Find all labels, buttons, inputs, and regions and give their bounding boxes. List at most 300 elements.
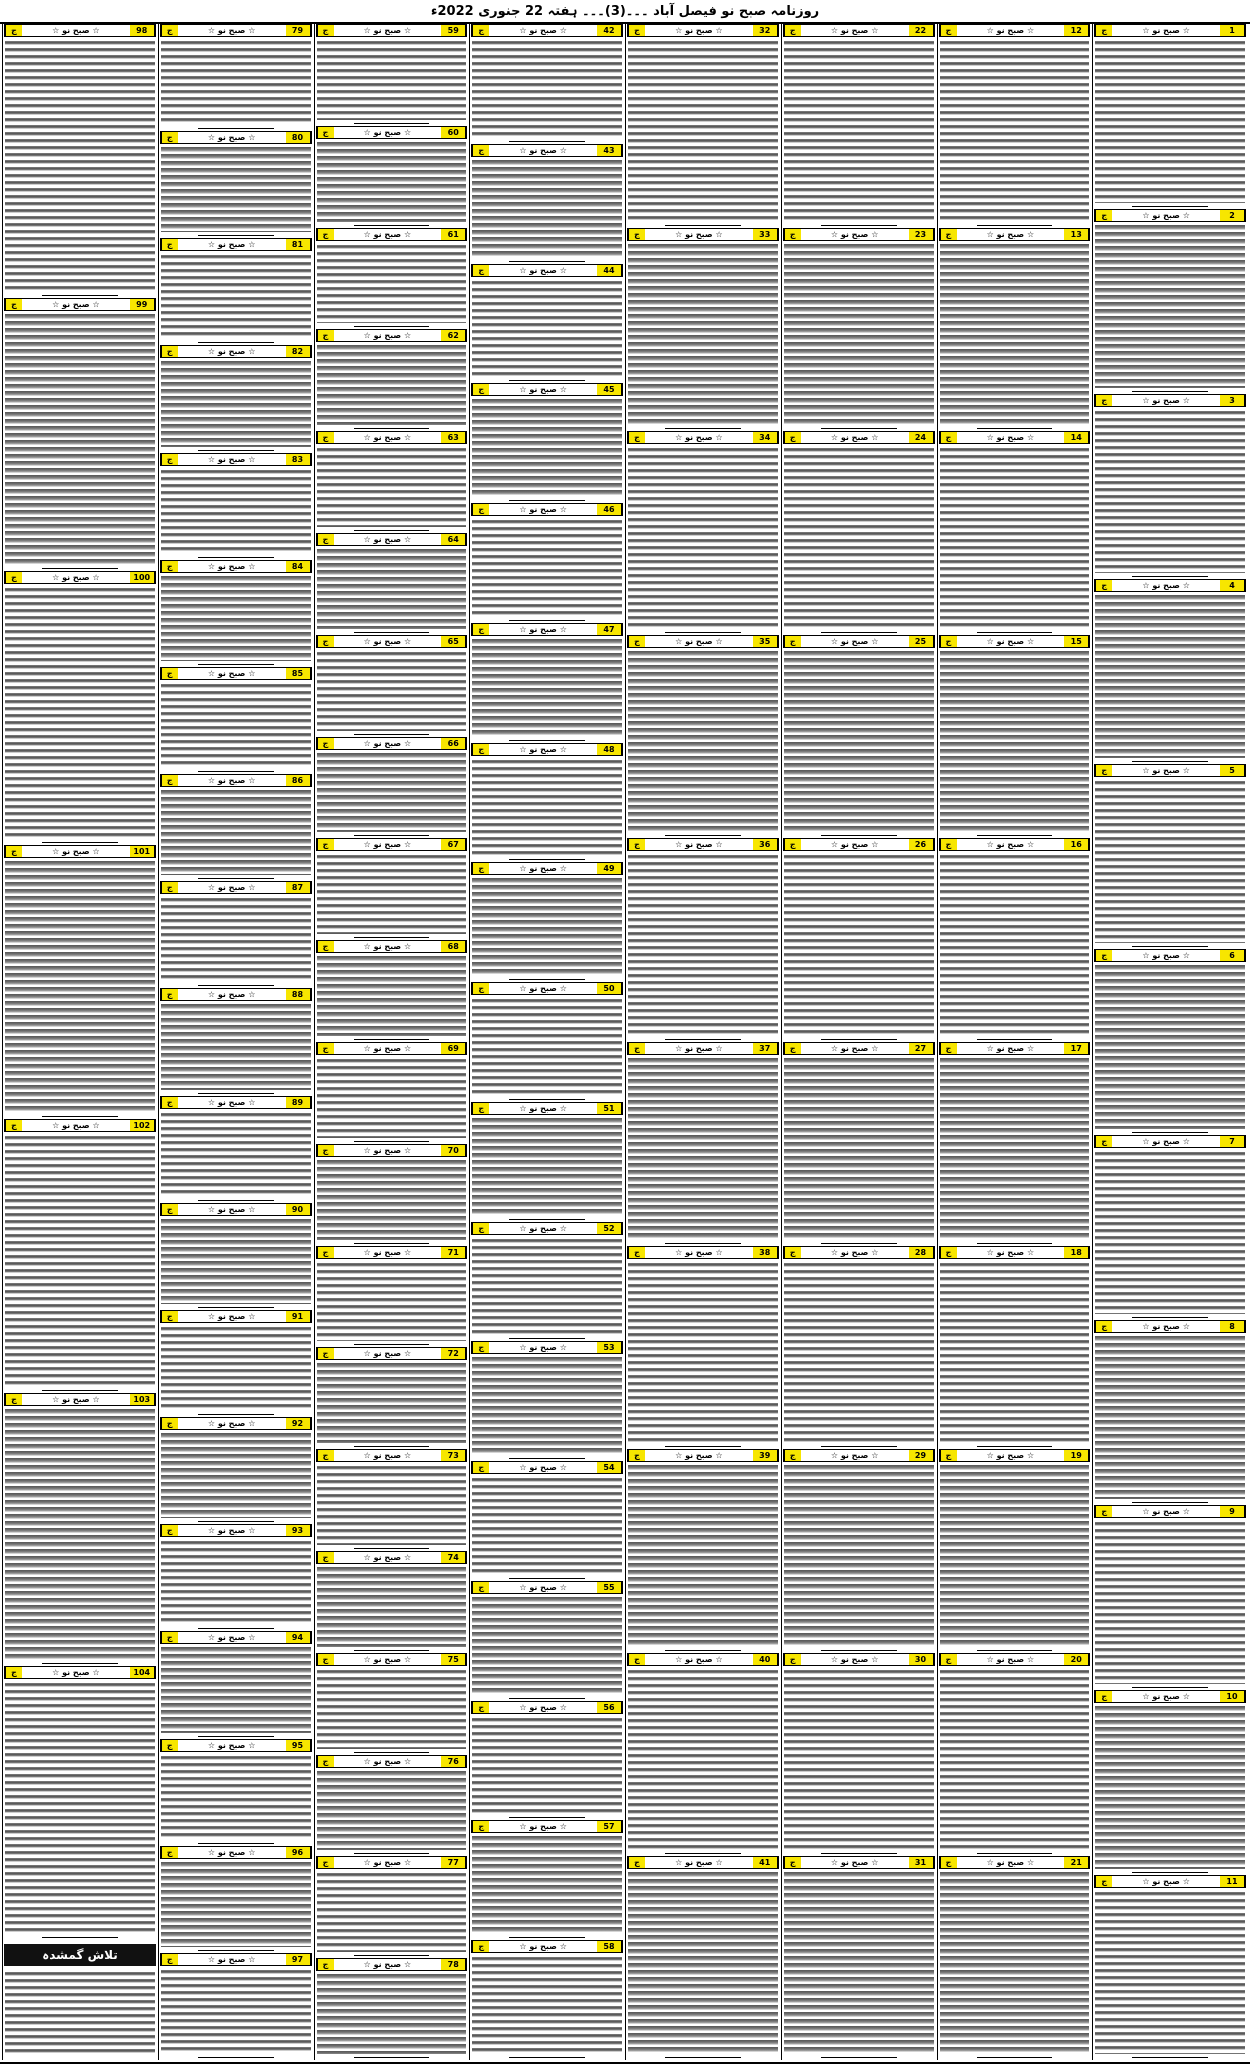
ad-number: 33 [753, 229, 778, 240]
ad-body-text [317, 955, 467, 1036]
ad-header-title: ☆ صبح نو ☆ [363, 1756, 412, 1766]
ad-body-text [940, 1057, 1090, 1240]
ad-body-text [1095, 1520, 1245, 1684]
ad-body-text [317, 1668, 467, 1749]
ad-body-text [317, 1057, 467, 1138]
ad-header [316, 228, 468, 241]
ad-header [316, 1449, 468, 1462]
ad-header-title: ☆ صبح نو ☆ [1142, 1691, 1190, 1701]
ad-header-title: ☆ صبح نو ☆ [519, 26, 567, 35]
ad-header-title: ☆ صبح نو ☆ [675, 840, 723, 850]
ad-body-text [317, 1362, 467, 1443]
ad-letter-badge: ج [472, 1941, 489, 1952]
ad-column [469, 24, 625, 2060]
ad-number: 13 [1064, 229, 1089, 240]
ad-header-title: ☆ صبح نو ☆ [207, 1204, 256, 1214]
ad-header-title: ☆ صبح نو ☆ [363, 1858, 412, 1868]
ad-end-rule [42, 1390, 118, 1391]
ad-body-text [161, 1861, 311, 1947]
ad-body-text [161, 253, 311, 339]
ad-number: 5 [1220, 765, 1245, 776]
ad-header [939, 1653, 1091, 1666]
ad-header-title: ☆ صبح نو ☆ [207, 1954, 256, 1964]
ad-end-rule [1132, 576, 1208, 577]
ad-header [471, 264, 623, 277]
ad-letter-badge: ج [161, 1418, 178, 1429]
ad-header-title: ☆ صبح نو ☆ [1142, 26, 1190, 35]
ad-header-title: ☆ صبح نو ☆ [207, 454, 256, 464]
ad-letter-badge: ج [472, 1462, 489, 1473]
ad-letter-badge: ج [784, 1654, 801, 1665]
ad-end-rule [509, 1937, 585, 1938]
column-divider [158, 24, 159, 2060]
ad-body-text [472, 877, 622, 976]
classified-ads-page [2, 24, 1248, 2060]
ad-body-text [1095, 1705, 1245, 1869]
ad-end-rule [977, 1243, 1053, 1244]
ad-body-text [940, 1668, 1090, 1851]
ad-header [1094, 209, 1246, 222]
ad-number: 21 [1064, 1857, 1089, 1868]
ad-header-title: ☆ صبح نو ☆ [1142, 1136, 1190, 1146]
ad-header-title: ☆ صبح نو ☆ [986, 433, 1035, 443]
ad-end-rule [198, 1521, 274, 1522]
ad-letter-badge: ج [317, 127, 334, 138]
ad-letter-badge: ج [628, 229, 645, 240]
ad-header-title: ☆ صبح نو ☆ [519, 864, 567, 874]
ad-body-text [1095, 594, 1245, 758]
ad-header-title: ☆ صبح نو ☆ [207, 883, 256, 893]
ad-number: 11 [1220, 1876, 1245, 1887]
masthead-title: روزنامہ صبح نو فیصل آباد ۔۔۔(3)۔۔۔ ہفتہ 22 جنوری 2022ء [430, 4, 820, 19]
ad-body-text [1095, 964, 1245, 1128]
ad-header-title: ☆ صبح نو ☆ [207, 1740, 256, 1750]
ad-number: 7 [1220, 1136, 1245, 1147]
ad-end-rule [354, 1650, 430, 1651]
ad-header-title: ☆ صبح نو ☆ [986, 1451, 1035, 1461]
ad-end-rule [665, 835, 741, 836]
ad-number: 60 [441, 127, 466, 138]
ad-number: 103 [130, 1394, 155, 1405]
ad-end-rule [1132, 1132, 1208, 1133]
ad-header [160, 1953, 312, 1966]
ad-header-title: ☆ صبح نو ☆ [363, 1451, 412, 1461]
ad-header [316, 1042, 468, 1055]
ad-letter-badge: ج [161, 346, 178, 357]
ad-number: 82 [286, 346, 311, 357]
ad-number: 88 [286, 989, 311, 1000]
ad-header [939, 838, 1091, 851]
ad-number: 54 [597, 1462, 622, 1473]
ad-end-rule [354, 326, 430, 327]
ad-header-title: ☆ صبح نو ☆ [1142, 211, 1190, 221]
ad-column [2, 24, 158, 2060]
ad-header [939, 431, 1091, 444]
ad-header [783, 635, 935, 648]
ad-header-title: ☆ صبح نو ☆ [207, 347, 256, 357]
ad-letter-badge: ج [161, 882, 178, 893]
ad-header-title: ☆ صبح نو ☆ [207, 1526, 256, 1536]
ad-letter-badge: ج [628, 1043, 645, 1054]
ad-header [627, 1246, 779, 1259]
ad-number: 3 [1220, 395, 1245, 406]
ad-header-title: ☆ صبح نو ☆ [830, 1044, 879, 1053]
ad-end-rule [354, 632, 430, 633]
ad-header-title: ☆ صبح نو ☆ [986, 1044, 1035, 1053]
ad-end-rule [354, 428, 430, 429]
ad-number: 9 [1220, 1506, 1245, 1517]
ad-number: 4 [1220, 580, 1245, 591]
ad-letter-badge: ج [472, 1342, 489, 1353]
ad-end-rule [821, 2057, 897, 2058]
ad-header [1094, 764, 1246, 777]
ad-header [471, 1341, 623, 1354]
ad-header-title: ☆ صبح نو ☆ [519, 1223, 567, 1233]
ad-letter-badge: ج [940, 1654, 957, 1665]
ad-header [160, 881, 312, 894]
ad-end-rule [354, 734, 430, 735]
ad-header-title: ☆ صبح نو ☆ [207, 776, 256, 786]
ad-number: 42 [597, 25, 622, 36]
ad-header [160, 988, 312, 1001]
column-divider [314, 24, 315, 2060]
ad-letter-badge: ج [317, 941, 334, 952]
ad-header-title: ☆ صبح نو ☆ [986, 840, 1035, 850]
ad-letter-badge: ج [1095, 1691, 1112, 1702]
ad-letter-badge: ج [784, 1043, 801, 1054]
ad-header-title: ☆ صبح نو ☆ [986, 26, 1035, 35]
ad-number: 18 [1064, 1247, 1089, 1258]
ad-number: 69 [441, 1043, 466, 1054]
ad-end-rule [821, 225, 897, 226]
ad-body-text [161, 1111, 311, 1197]
ad-header [471, 1940, 623, 1953]
ad-letter-badge: ج [161, 1954, 178, 1965]
ad-header-title: ☆ صبح نو ☆ [519, 145, 567, 155]
ad-body-text [1095, 409, 1245, 573]
ad-letter-badge: ج [940, 1043, 957, 1054]
ad-header-title: ☆ صبح نو ☆ [519, 624, 567, 634]
ad-number: 30 [909, 1654, 934, 1665]
ad-letter-badge: ج [161, 1847, 178, 1858]
ad-header [160, 1739, 312, 1752]
ad-body-text [472, 1117, 622, 1216]
ad-body-text [628, 1871, 778, 2054]
ad-end-rule [665, 225, 741, 226]
ad-number: 87 [286, 882, 311, 893]
ad-letter-badge: ج [940, 432, 957, 443]
ad-header-title: ☆ صبح نو ☆ [830, 229, 879, 239]
ad-end-rule [1132, 946, 1208, 947]
ad-body-text [5, 39, 155, 292]
ad-letter-badge: ج [5, 1667, 22, 1678]
ad-number: 94 [286, 1632, 311, 1643]
ad-letter-badge: ج [161, 454, 178, 465]
ad-letter-badge: ج [317, 738, 334, 749]
ad-header-title: ☆ صبح نو ☆ [207, 1633, 256, 1643]
ad-letter-badge: ج [317, 1247, 334, 1258]
ad-header-title: ☆ صبح نو ☆ [519, 1942, 567, 1952]
ad-header [627, 1449, 779, 1462]
ad-header-title: ☆ صبح نو ☆ [363, 636, 412, 646]
ad-end-rule [354, 123, 430, 124]
ad-body-text [940, 243, 1090, 426]
ad-header-title: ☆ صبح نو ☆ [830, 840, 879, 850]
ad-body-text [161, 360, 311, 446]
ad-letter-badge: ج [628, 636, 645, 647]
ad-header [316, 329, 468, 342]
ad-body-text [784, 1871, 934, 2054]
ad-header-title: ☆ صبح نو ☆ [675, 1451, 723, 1461]
ad-body-text [472, 758, 622, 857]
ad-number: 61 [441, 229, 466, 240]
ad-number: 67 [441, 839, 466, 850]
ad-body-text [161, 896, 311, 982]
ad-number: 78 [441, 1959, 466, 1970]
ad-header [627, 24, 779, 37]
ad-letter-badge: ج [472, 863, 489, 874]
ad-header-title: ☆ صبح نو ☆ [207, 990, 256, 1000]
ad-letter-badge: ج [472, 624, 489, 635]
ad-end-rule [198, 342, 274, 343]
ad-header-title: ☆ صبح نو ☆ [986, 1858, 1035, 1868]
column-divider [625, 24, 626, 2060]
ad-body-text [784, 1668, 934, 1851]
ad-header [316, 1653, 468, 1666]
ad-number: 17 [1064, 1043, 1089, 1054]
ad-body-text [161, 146, 311, 232]
ad-number: 102 [130, 1120, 155, 1131]
ad-header-title: ☆ صبح نو ☆ [519, 1822, 567, 1832]
ad-header [1094, 1875, 1246, 1888]
ad-header-title: ☆ صبح نو ☆ [675, 1654, 723, 1664]
ad-end-rule [354, 1141, 430, 1142]
ad-end-rule [42, 1937, 118, 1938]
ad-number: 45 [597, 384, 622, 395]
ad-number: 32 [753, 25, 778, 36]
ad-header-title: ☆ صبح نو ☆ [1142, 1321, 1190, 1331]
ad-number: 59 [441, 25, 466, 36]
column-divider [469, 24, 470, 2060]
ad-body-text [317, 548, 467, 629]
ad-body-text [161, 1218, 311, 1304]
ad-letter-badge: ج [1095, 1136, 1112, 1147]
ad-body-text [1095, 1890, 1245, 2054]
ad-end-rule [509, 500, 585, 501]
ad-end-rule [665, 1039, 741, 1040]
ad-body-text [472, 1716, 622, 1815]
ad-end-rule [509, 979, 585, 980]
ad-header-title: ☆ صبح نو ☆ [1142, 1506, 1190, 1516]
ad-header-title: ☆ صبح نو ☆ [207, 240, 256, 250]
ad-end-rule [198, 1843, 274, 1844]
ad-header [471, 24, 623, 37]
ad-body-text [784, 853, 934, 1036]
ad-number: 62 [441, 330, 466, 341]
ad-body-text [784, 243, 934, 426]
ad-body-text [317, 650, 467, 731]
ad-body-text [940, 1464, 1090, 1647]
ad-header [939, 635, 1091, 648]
ad-header-title: ☆ صبح نو ☆ [675, 433, 723, 443]
ad-letter-badge: ج [5, 25, 22, 36]
ad-body-text [784, 1057, 934, 1240]
ad-body-text [317, 39, 467, 120]
ad-end-rule [977, 2057, 1053, 2058]
ad-header [783, 1856, 935, 1869]
ad-header [316, 1856, 468, 1869]
ad-number: 101 [130, 846, 155, 857]
ad-body-text [161, 575, 311, 661]
ad-body-text [784, 1464, 934, 1647]
ad-letter-badge: ج [161, 561, 178, 572]
ad-letter-badge: ج [472, 504, 489, 515]
ad-letter-badge: ج [5, 846, 22, 857]
ad-body-text [472, 1356, 622, 1455]
ad-end-rule [509, 740, 585, 741]
ad-header [160, 1631, 312, 1644]
ad-header [4, 845, 156, 858]
ad-body-text [472, 159, 622, 258]
ad-letter-badge: ج [161, 1632, 178, 1643]
ad-end-rule [354, 1243, 430, 1244]
ad-letter-badge: ج [317, 1857, 334, 1868]
ad-end-rule [1132, 1502, 1208, 1503]
ad-end-rule [977, 632, 1053, 633]
ad-letter-badge: ج [628, 1857, 645, 1868]
ad-header [471, 1102, 623, 1115]
ad-header-title: ☆ صبح نو ☆ [363, 840, 412, 850]
ad-body-text [940, 1871, 1090, 2054]
ad-letter-badge: ج [317, 432, 334, 443]
ad-header [783, 1246, 935, 1259]
ad-header [783, 1449, 935, 1462]
ad-number: 19 [1064, 1450, 1089, 1461]
ad-end-rule [42, 1663, 118, 1664]
ad-body-text [5, 1134, 155, 1387]
ad-end-rule [198, 985, 274, 986]
ad-body-text [161, 682, 311, 768]
ad-body-text [161, 1539, 311, 1625]
ad-number: 100 [130, 572, 155, 583]
ad-header [627, 1042, 779, 1055]
ad-header-title: ☆ صبح نو ☆ [363, 229, 412, 239]
ad-letter-badge: ج [784, 636, 801, 647]
ad-letter-badge: ج [317, 1450, 334, 1461]
ad-end-rule [42, 842, 118, 843]
ad-end-rule [509, 380, 585, 381]
ad-header [471, 1701, 623, 1714]
ad-header [939, 1856, 1091, 1869]
ad-end-rule [198, 664, 274, 665]
ad-number: 29 [909, 1450, 934, 1461]
ad-header-title: ☆ صبح نو ☆ [675, 1044, 723, 1053]
ad-letter-badge: ج [472, 384, 489, 395]
ad-letter-badge: ج [472, 25, 489, 36]
ad-end-rule [198, 878, 274, 879]
ad-letter-badge: ج [784, 1247, 801, 1258]
ad-letter-badge: ج [161, 668, 178, 679]
ad-end-rule [509, 1338, 585, 1339]
ad-header-title: ☆ صبح نو ☆ [207, 1419, 256, 1429]
ad-header [316, 1144, 468, 1157]
ad-header [471, 743, 623, 756]
ad-letter-badge: ج [784, 432, 801, 443]
ad-end-rule [665, 428, 741, 429]
ad-number: 31 [909, 1857, 934, 1868]
ad-header-title: ☆ صبح نو ☆ [986, 229, 1035, 239]
ad-letter-badge: ج [472, 1103, 489, 1114]
ad-header-title: ☆ صبح نو ☆ [52, 299, 100, 309]
ad-header-title: ☆ صبح نو ☆ [52, 26, 100, 35]
ad-number: 86 [286, 775, 311, 786]
ad-number: 52 [597, 1223, 622, 1234]
ad-number: 77 [441, 1857, 466, 1868]
ad-header-title: ☆ صبح نو ☆ [363, 127, 412, 137]
ad-header [160, 238, 312, 251]
ad-header [316, 533, 468, 546]
ad-letter-badge: ج [161, 1204, 178, 1215]
ad-letter-badge: ج [784, 25, 801, 36]
ad-header [471, 623, 623, 636]
ad-header-title: ☆ صبح نو ☆ [1142, 766, 1190, 776]
ad-header [160, 1846, 312, 1859]
ad-header [471, 503, 623, 516]
ad-end-rule [1132, 391, 1208, 392]
ad-body-text [1095, 779, 1245, 943]
ad-number: 104 [130, 1667, 155, 1678]
ad-number: 83 [286, 454, 311, 465]
ad-body-text [472, 1955, 622, 2054]
ad-number: 1 [1220, 25, 1245, 36]
ad-end-rule [1132, 2057, 1208, 2058]
ad-body-text [1095, 1335, 1245, 1499]
ad-column [937, 24, 1093, 2060]
ad-header-title: ☆ صبح نو ☆ [52, 1668, 100, 1678]
ad-body-text [784, 446, 934, 629]
ad-number: 46 [597, 504, 622, 515]
ad-end-rule [42, 568, 118, 569]
ad-number: 10 [1220, 1691, 1245, 1702]
ad-end-rule [665, 1650, 741, 1651]
ad-header [783, 431, 935, 444]
ad-number: 64 [441, 534, 466, 545]
ad-number: 50 [597, 983, 622, 994]
ad-letter-badge: ج [317, 229, 334, 240]
ad-body-text [628, 1057, 778, 1240]
ad-letter-badge: ج [317, 1654, 334, 1665]
ad-header-title: ☆ صبح نو ☆ [986, 1654, 1035, 1664]
ad-letter-badge: ج [784, 229, 801, 240]
ad-header [160, 1417, 312, 1430]
ad-end-rule [821, 428, 897, 429]
ad-number: 28 [909, 1247, 934, 1258]
ad-number: 20 [1064, 1654, 1089, 1665]
ad-header [4, 1119, 156, 1132]
ad-number: 38 [753, 1247, 778, 1258]
ad-end-rule [354, 1752, 430, 1753]
ad-header-title: ☆ صبح نو ☆ [363, 433, 412, 443]
ad-body-text [161, 468, 311, 554]
ad-end-rule [977, 1446, 1053, 1447]
ad-letter-badge: ج [1095, 950, 1112, 961]
ad-header [1094, 949, 1246, 962]
ad-end-rule [198, 1414, 274, 1415]
ad-letter-badge: ج [5, 572, 22, 583]
ad-header-title: ☆ صبح نو ☆ [519, 1343, 567, 1353]
ad-letter-badge: ج [161, 1097, 178, 1108]
ad-letter-badge: ج [1095, 25, 1112, 36]
